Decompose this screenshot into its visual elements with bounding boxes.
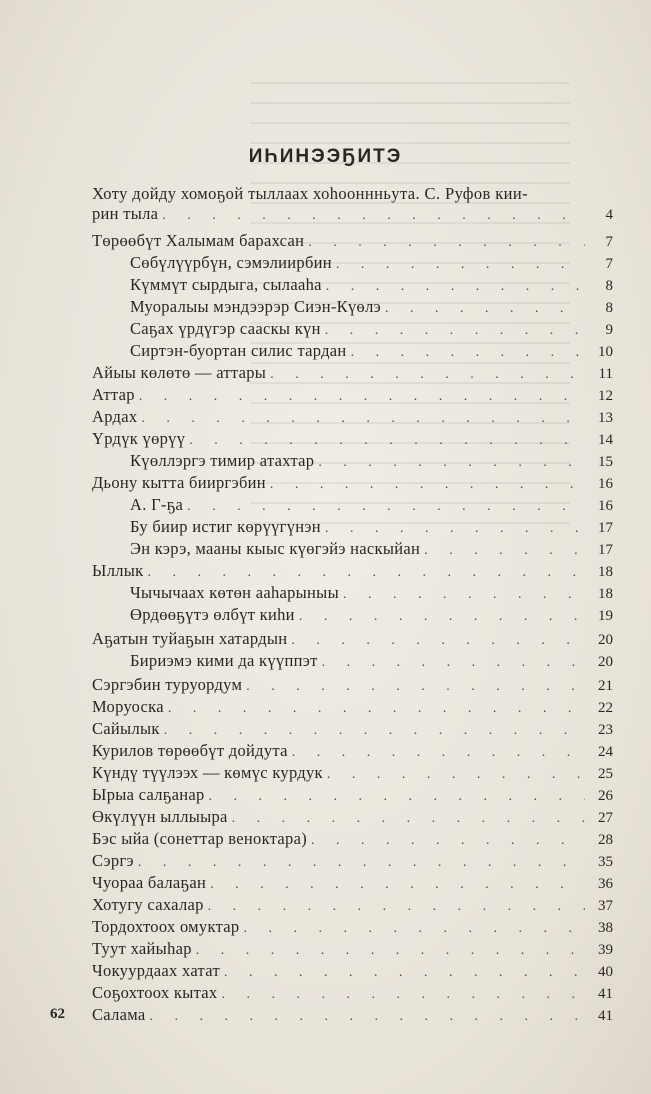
dot-leader — [385, 299, 585, 319]
toc-entry — [130, 275, 613, 297]
toc-entry — [92, 983, 613, 1005]
toc-entry-title: Өрдөөҕүтэ өлбүт киһи — [130, 605, 295, 624]
dot-leader — [270, 365, 585, 385]
dot-leader — [232, 809, 585, 829]
dot-leader — [311, 831, 585, 851]
toc-entry-title: Соҕохтоох кытах — [92, 983, 218, 1002]
dot-leader — [424, 541, 585, 561]
toc-entry — [92, 873, 613, 895]
toc-entry — [92, 741, 613, 763]
toc-entry-page: 19 — [598, 608, 613, 624]
toc-entry — [130, 253, 613, 275]
dot-leader — [246, 677, 585, 697]
toc-entry-page: 22 — [598, 700, 613, 716]
dot-leader — [149, 1007, 585, 1027]
page-title: ИҺИНЭЭҔИТЭ — [248, 146, 403, 167]
toc-entry-title: Курилов төрөөбүт дойдута — [92, 741, 288, 760]
toc-entry-page: 25 — [598, 766, 613, 782]
toc-entry-page: 11 — [598, 366, 613, 382]
dot-leader — [299, 607, 585, 627]
toc-entry-title: Күөллэргэ тимир атахтар — [130, 451, 315, 470]
toc-entry-page: 9 — [605, 322, 613, 338]
toc-entry-page: 27 — [598, 810, 613, 826]
toc-entry — [130, 319, 613, 341]
toc-entry-page: 28 — [598, 832, 613, 848]
page-number: 62 — [50, 1006, 65, 1022]
toc-entry-page: 40 — [598, 964, 613, 980]
toc-entry-title: Өкүлүүн ыллыыра — [92, 807, 228, 826]
toc-entry — [92, 719, 613, 741]
toc-entry-page: 4 — [605, 207, 613, 223]
toc-entry-page: 7 — [605, 256, 613, 272]
toc-entry-title: Сэргэ — [92, 851, 134, 870]
toc-entry-page: 23 — [598, 722, 613, 738]
dot-leader — [224, 963, 585, 983]
dot-leader — [336, 255, 585, 275]
toc-entry-title: Сайылык — [92, 719, 160, 738]
dot-leader — [221, 985, 585, 1005]
toc-entry-page: 17 — [598, 520, 613, 536]
toc-entry-page: 20 — [598, 632, 613, 648]
dot-leader — [318, 453, 585, 473]
dot-leader — [187, 497, 585, 517]
toc-entry-title: Тордохтоох омуктар — [92, 917, 240, 936]
toc-entry — [130, 341, 613, 363]
toc-entry-page: 24 — [598, 744, 613, 760]
toc-entry — [92, 961, 613, 983]
toc-entry-title: Аҕатын туйаҕын хатардын — [92, 629, 288, 648]
dot-leader — [208, 897, 585, 917]
dot-leader — [164, 721, 585, 741]
toc-entry-page: 36 — [598, 876, 613, 892]
dot-leader — [138, 853, 585, 873]
toc-entry — [92, 1005, 613, 1027]
toc-entry — [92, 429, 613, 451]
dot-leader — [168, 699, 585, 719]
toc-entry-title: Чуораа балаҕан — [92, 873, 207, 892]
toc-entry-title: Чокуурдаах хатат — [92, 961, 220, 980]
toc-entry-title: Туут хайыһар — [92, 939, 192, 958]
toc-entry-page: 39 — [598, 942, 613, 958]
toc-entry — [92, 917, 613, 939]
toc-entry — [130, 651, 613, 673]
toc-entry-title: Дьону кытта бииргэбин — [92, 473, 266, 492]
toc-entry-title: Муоралыы мэндээрэр Сиэн-Күөлэ — [130, 297, 382, 316]
dot-leader — [292, 743, 585, 763]
toc-entry-title: Аттар — [92, 385, 135, 404]
toc-entry-page: 38 — [598, 920, 613, 936]
toc-entry-page: 16 — [598, 498, 613, 514]
toc-entry-page: 35 — [598, 854, 613, 870]
toc-entry — [130, 517, 613, 539]
dot-leader — [343, 585, 585, 605]
toc-entry-title: Күммүт сырдыга, сылааһа — [130, 275, 322, 294]
toc-entry-title: Саҕах үрдүгэр сааскы күн — [130, 319, 321, 338]
dot-leader — [270, 475, 585, 495]
toc-entry — [130, 583, 613, 605]
dot-leader — [322, 653, 585, 673]
toc-entry-first-line: Хоту дойду хомоҕой тыллаах хоһооннньута. С. Руфов кии- — [92, 184, 529, 203]
toc-entry-title: Ыллык — [92, 561, 144, 580]
dot-leader — [196, 941, 585, 961]
toc-entry-title: Эн кэрэ, мааны кыыс күөгэйэ наскыйан — [130, 539, 421, 558]
toc-entry-title: Бириэмэ кими да күүппэт — [130, 651, 318, 670]
toc-entry — [130, 605, 613, 627]
toc-entry-page: 15 — [598, 454, 613, 470]
toc-entry — [130, 451, 613, 473]
toc-entry — [130, 539, 613, 561]
toc-entry-title: Айыы көлөтө — аттары — [92, 363, 267, 382]
toc-entry-title: Салама — [92, 1005, 146, 1024]
toc-entry-page: 17 — [598, 542, 613, 558]
toc-entry — [92, 763, 613, 785]
toc-entry-title: Сөбүлүүрбүн, сэмэлиирбин — [130, 253, 332, 272]
toc-entry-page: 12 — [598, 388, 613, 404]
toc-entry-title: Чычычаах көтөн ааһарыныы — [130, 583, 339, 602]
dot-leader — [243, 919, 585, 939]
dot-leader — [189, 431, 585, 451]
toc-entry — [92, 675, 613, 697]
toc-entry — [92, 895, 613, 917]
toc-entry-title: Бэс ыйа (сонеттар веноктара) — [92, 829, 308, 848]
toc-entry — [92, 385, 613, 407]
toc-entry — [92, 829, 613, 851]
toc-entry-title: Күндү түүлээх — көмүс курдук — [92, 763, 323, 782]
dot-leader — [308, 233, 585, 253]
dot-leader — [327, 765, 585, 785]
toc-entry-title: Сиртэн-буортан силис тардан — [130, 341, 347, 360]
toc-entry — [92, 204, 613, 226]
dot-leader — [162, 206, 585, 226]
toc-entry — [92, 629, 613, 651]
toc-entry-page: 41 — [598, 986, 613, 1002]
toc-entry-title: Ырыа салҕанар — [92, 785, 205, 804]
toc-entry-page: 37 — [598, 898, 613, 914]
toc-entry-title: Сэргэбин туруордум — [92, 675, 243, 694]
toc-entry-title: Бу биир истиг көрүүгүнэн — [130, 517, 321, 536]
toc-entry-title: Үрдүк үөрүү — [92, 429, 186, 448]
toc-entry — [130, 495, 613, 517]
toc-entry-page: 10 — [598, 344, 613, 360]
toc-entry-page: 7 — [605, 234, 613, 250]
toc-entry-page: 26 — [598, 788, 613, 804]
toc-entry — [92, 851, 613, 873]
toc-entry — [92, 561, 613, 583]
toc-entry-title: Хотугу сахалар — [92, 895, 204, 914]
dot-leader — [210, 875, 585, 895]
toc-entry-page: 20 — [598, 654, 613, 670]
toc-entry-title: Ардах — [92, 407, 138, 426]
toc-entry-page: 8 — [605, 300, 613, 316]
dot-leader — [141, 409, 585, 429]
toc-entry-title: рин тыла — [92, 204, 159, 223]
toc-entry-page: 8 — [605, 278, 613, 294]
toc-entry — [92, 939, 613, 961]
dot-leader — [291, 631, 585, 651]
toc-entry — [92, 363, 613, 385]
dot-leader — [139, 387, 585, 407]
toc-entry-page: 16 — [598, 476, 613, 492]
toc-entry — [92, 407, 613, 429]
toc-entry — [92, 697, 613, 719]
toc-entry — [92, 473, 613, 495]
dot-leader — [325, 321, 585, 341]
dot-leader — [326, 277, 585, 297]
toc-entry — [92, 807, 613, 829]
toc-entry — [92, 231, 613, 253]
toc-entry — [92, 785, 613, 807]
toc-entry-title: Моруоска — [92, 697, 164, 716]
toc-entry-page: 13 — [598, 410, 613, 426]
dot-leader — [209, 787, 585, 807]
toc-entry-page: 21 — [598, 678, 613, 694]
toc-entry-page: 18 — [598, 586, 613, 602]
toc-entry-page: 18 — [598, 564, 613, 580]
toc-entry-page: 41 — [598, 1008, 613, 1024]
dot-leader — [325, 519, 585, 539]
dot-leader — [147, 563, 585, 583]
toc-entry — [130, 297, 613, 319]
toc-entry-title: Төрөөбүт Халымам барахсан — [92, 231, 305, 250]
dot-leader — [351, 343, 585, 363]
toc-entry-page: 14 — [598, 432, 613, 448]
toc-entry-title: А. Г-ҕа — [130, 495, 184, 514]
